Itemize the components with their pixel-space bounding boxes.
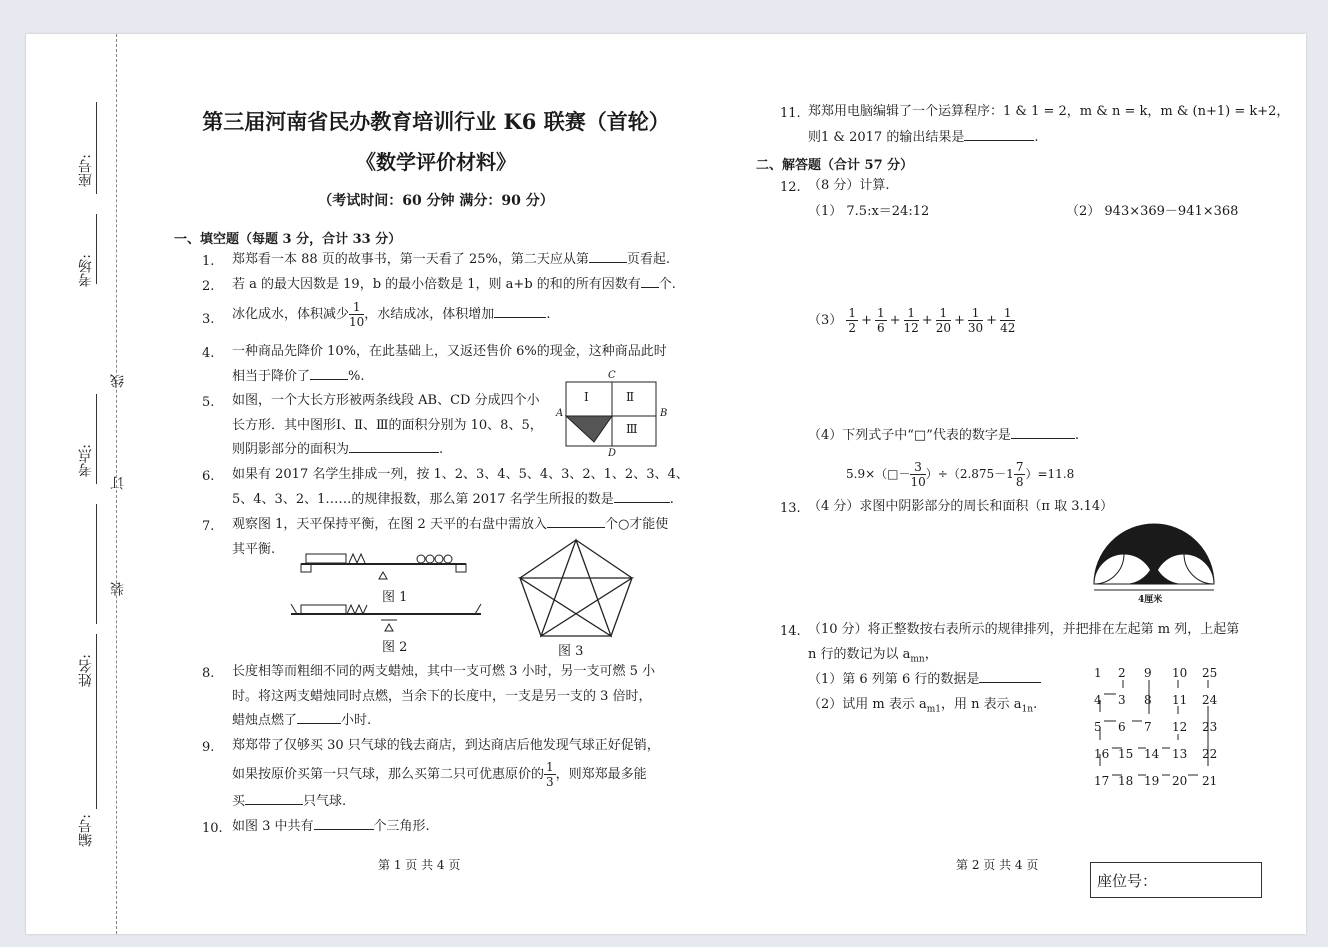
q5-line3	[232, 438, 443, 462]
q10-text	[232, 815, 430, 839]
q12-expr-frac1-den: 10	[910, 475, 926, 489]
q4-line2-body: 相当于降价了	[232, 369, 311, 384]
q13-number: 13.	[780, 501, 801, 516]
q5-point-b: B	[660, 408, 668, 419]
q14-grid-cell: 13	[1172, 747, 1188, 761]
pentagram-figure	[511, 536, 641, 641]
q12-part4	[808, 424, 1079, 448]
q7-answer-blank[interactable]	[547, 527, 605, 528]
q3-fraction	[349, 300, 364, 329]
figure-3-label: 图 3	[558, 644, 584, 659]
q11-end: .	[1034, 130, 1039, 145]
q3-end: .	[546, 307, 551, 322]
section2-title: 二、解答题（合计 57 分）	[756, 158, 914, 173]
q5-line2: 长方形．其中图形Ⅰ、Ⅱ、Ⅲ的面积分别为 10、8、5，	[232, 418, 543, 433]
q12-expr-frac2-den: 8	[1015, 475, 1024, 489]
q3-text	[232, 300, 550, 329]
number-line	[96, 719, 97, 809]
fraction-numerator: 1	[876, 306, 885, 320]
q14-line2-end: ，	[924, 647, 938, 662]
fraction-denominator: 42	[1000, 321, 1016, 335]
q14-number: 14.	[780, 624, 801, 639]
q6-line2-body: 5、4、3、2、1……的规律报数，那么第 2017 名学生所报的数是	[232, 492, 614, 507]
q12-expr-a: 5.9×（□－	[846, 467, 911, 481]
q14-grid-cell: 4	[1094, 693, 1102, 707]
q5-point-a: A	[556, 408, 564, 419]
fraction-denominator: 12	[903, 321, 919, 335]
page-subtitle: 《数学评价材料》	[356, 150, 516, 174]
q5-line3-body: 则阴影部分的面积为	[232, 442, 350, 457]
sidebar-xian-label: 线	[110, 374, 126, 388]
q14-grid-cell: 9	[1144, 666, 1152, 680]
q14-grid-cell: 15	[1118, 747, 1134, 761]
fraction-numerator: 1	[848, 306, 857, 320]
fraction-denominator: 30	[967, 321, 984, 335]
balance-1	[301, 554, 466, 579]
q8-line3	[232, 709, 371, 733]
q14-grid-cell: 1	[1094, 666, 1102, 680]
q13-figure-label: 4厘米	[1138, 595, 1163, 605]
balance-2	[291, 604, 481, 631]
q8-end: 小时.	[341, 713, 372, 728]
q8-number: 8.	[202, 666, 215, 681]
q9-line2-body: 如果按原价买第一只气球，那么买第二只可优惠原价的	[232, 767, 545, 782]
q2-answer-blank[interactable]	[641, 287, 659, 288]
q11-line2-body: 则1 & 2017 的输出结果是	[808, 130, 965, 145]
q14-grid-cell: 2	[1118, 666, 1126, 680]
q12-part1: （1） 7.5:x＝24:12	[808, 204, 930, 219]
q12-text: （8 分）计算.	[808, 178, 890, 193]
q8-line2: 时。将这两支蜡烛同时点燃，当余下的长度中，一支是另一支的 3 倍时，	[232, 689, 652, 704]
q5-line1: 如图，一个大长方形被两条线段 AB、CD 分成四个小	[232, 393, 540, 408]
q6-end: .	[669, 492, 674, 507]
q5-point-d: D	[608, 448, 617, 459]
q12-expr-frac1-num: 3	[910, 460, 925, 475]
exam-info: （考试时间：60 分钟 满分：90 分）	[318, 193, 554, 209]
q7-line1-body: 观察图 1，天平保持平衡，在图 2 天平的右盘中需放入	[232, 517, 547, 532]
figure-2-label: 图 2	[382, 640, 408, 655]
plus-sign: +	[953, 313, 965, 328]
fraction-numerator: 1	[1000, 306, 1015, 321]
plus-sign: +	[889, 313, 901, 328]
q8-answer-blank[interactable]	[297, 723, 341, 724]
sidebar-zhuang-label: 装	[110, 582, 126, 596]
q11-answer-blank[interactable]	[964, 140, 1034, 141]
q14-grid-cell: 18	[1118, 774, 1134, 788]
sidebar-ding-label: 订	[110, 476, 126, 490]
q5-end: .	[439, 442, 444, 457]
q14-grid-cell: 23	[1202, 720, 1218, 734]
q10-answer-blank[interactable]	[314, 829, 374, 830]
q14-part2-sub2: 1n	[1021, 704, 1034, 715]
exam-site-line	[96, 394, 97, 484]
q9-fraction	[544, 760, 556, 789]
q14-grid-cell: 10	[1172, 666, 1188, 680]
q12-expr-b: ）÷（2.875－1	[925, 467, 1014, 481]
q1-body: 郑郑看一本 88 页的故事书，第一天看了 25%，第二天应从第	[232, 252, 589, 267]
q4-end: %.	[348, 369, 365, 384]
q14-grid-cell: 20	[1172, 774, 1188, 788]
q3-post: ，水结成冰，体积增加	[364, 307, 495, 322]
q12-part4-answer-blank[interactable]	[1011, 438, 1075, 439]
q12-expr-c: ）=11.8	[1025, 467, 1075, 481]
page-title: 第三届河南省民办教育培训行业 K6 联赛（首轮）	[202, 109, 670, 134]
q9-end: 只气球.	[303, 794, 347, 809]
q14-number-grid	[1086, 666, 1226, 796]
fraction-denominator: 2	[848, 321, 857, 335]
q11-line2	[808, 126, 1038, 150]
q11-number: 11.	[780, 106, 801, 121]
q14-grid-cell: 11	[1172, 693, 1188, 707]
q9-answer-blank[interactable]	[245, 804, 303, 805]
q1-end: 页看起.	[626, 252, 670, 267]
plus-sign: +	[861, 313, 872, 328]
q5-number: 5.	[202, 395, 215, 410]
q7-line1	[232, 513, 668, 537]
q2-text	[232, 273, 676, 297]
exam-paper-page	[26, 34, 1306, 934]
q12-expr-frac2-num: 7	[1015, 460, 1024, 474]
q9-fraction-den: 3	[546, 775, 554, 789]
figure-1-label: 图 1	[382, 590, 408, 605]
q9-line2	[232, 760, 647, 789]
q4-line2	[232, 365, 365, 389]
q12-part3	[808, 306, 1015, 335]
q9-line3-body: 买	[232, 794, 246, 809]
q12-part2: （2） 943×369－941×368	[1066, 204, 1239, 219]
q5-region-1: Ⅰ	[584, 390, 589, 404]
plus-sign: +	[986, 313, 998, 328]
q14-part1-answer-blank[interactable]	[979, 682, 1041, 683]
q9-line2-tail: ，则郑郑最多能	[555, 767, 647, 782]
q5-region-2: Ⅱ	[626, 390, 635, 404]
q14-grid-cell: 3	[1118, 693, 1126, 707]
q4-line1: 一种商品先降价 10%，在此基础上，又返还售价 6%的现金，这种商品此时	[232, 344, 667, 359]
q1-answer-blank[interactable]	[589, 262, 627, 263]
q2-end: 个.	[658, 277, 676, 292]
sidebar-seat-label: 座号:	[78, 154, 94, 187]
q3-number: 3.	[202, 312, 215, 327]
q9-fraction-num: 1	[546, 760, 554, 774]
q14-grid-cell: 8	[1144, 693, 1152, 707]
q8-line3-body: 蜡烛点燃了	[232, 713, 298, 728]
q12-part3-fraction	[1000, 306, 1015, 335]
fraction-denominator: 20	[935, 321, 951, 335]
q14-part2-mid: ，用 n 表示 a	[941, 697, 1022, 712]
q6-line1: 如果有 2017 名学生排成一列，按 1、2、3、4、5、4、3、2、1、2、3、4、	[232, 467, 689, 482]
q14-grid-cell: 5	[1094, 720, 1102, 734]
plus-sign: +	[921, 313, 933, 328]
q12-part3-fraction	[846, 306, 858, 335]
q14-grid-cell: 17	[1094, 774, 1110, 788]
q12-part4-body: （4）下列式子中“□”代表的数字是	[808, 428, 1011, 443]
q14-part2-pre: （2）试用 m 表示 a	[808, 697, 927, 712]
q9-number: 9.	[202, 740, 215, 755]
q3-fraction-num: 1	[349, 300, 364, 315]
q12-number: 12.	[780, 180, 801, 195]
q14-grid-cell: 14	[1144, 747, 1160, 761]
q5-point-c: C	[608, 370, 616, 381]
sidebar-exam-site-label: 考点:	[78, 444, 94, 477]
q12-part3-fraction	[936, 306, 951, 335]
q13-semicircle-figure	[1088, 520, 1220, 600]
q7-end1: 个○才能使	[604, 517, 669, 532]
q14-line1: （10 分）将正整数按右表所示的规律排列，并把排在左起第 m 列，上起第	[808, 622, 1240, 637]
mid-line	[96, 504, 97, 624]
q7-number: 7.	[202, 519, 215, 534]
q14-part1	[808, 668, 1041, 692]
q12-part3-label: （3）	[808, 313, 843, 328]
q6-line2	[232, 488, 674, 512]
q8-line1: 长度相等而粗细不同的两支蜡烛，其中一支可燃 3 小时，另一支可燃 5 小	[232, 664, 656, 679]
q14-grid-cell: 21	[1202, 774, 1218, 788]
page-footer-right: 第 2 页 共 4 页	[956, 858, 1039, 872]
q3-answer-blank[interactable]	[494, 317, 546, 318]
q4-answer-blank[interactable]	[310, 379, 348, 380]
seat-number-box[interactable]: 座位号：	[1090, 862, 1262, 898]
q14-grid-cell: 24	[1202, 693, 1218, 707]
q14-part2	[808, 693, 1037, 722]
seat-line	[96, 102, 97, 194]
q12-expr-frac1	[910, 460, 925, 489]
q2-body: 若 a 的最大因数是 19，b 的最小倍数是 1，则 a+b 的和的所有因数有	[232, 277, 641, 292]
q6-number: 6.	[202, 469, 215, 484]
sidebar-number-label: 编号:	[78, 814, 94, 847]
q7-line2: 其平衡.	[232, 542, 276, 557]
q14-grid-cell: 25	[1202, 666, 1218, 680]
q9-line1: 郑郑带了仅够买 30 只气球的钱去商店，到达商店后他发现气球正好促销，	[232, 738, 660, 753]
q3-pre: 冰化成水，体积减少	[232, 307, 350, 322]
q12-part3-fraction	[875, 306, 887, 335]
fraction-numerator: 1	[936, 306, 951, 321]
q14-line2-sub: mn	[910, 654, 925, 665]
q12-part3-expression	[846, 306, 1016, 335]
fraction-numerator: 1	[904, 306, 919, 321]
q9-line3	[232, 790, 346, 814]
section1-title: 一、填空题（每题 3 分，合计 33 分）	[174, 232, 402, 247]
q12-part4-end: .	[1074, 428, 1079, 443]
q3-fraction-den: 10	[349, 315, 365, 329]
q5-rectangle-figure	[554, 370, 674, 462]
q12-part4-expression	[846, 460, 1074, 489]
page-footer-left: 第 1 页 共 4 页	[378, 858, 461, 872]
q14-part2-sub1: m1	[926, 704, 942, 715]
q12-expr-frac2	[1014, 460, 1026, 489]
q10-number: 10.	[202, 821, 223, 836]
q6-answer-blank[interactable]	[614, 502, 670, 503]
q14-grid-cell: 16	[1094, 747, 1110, 761]
q5-region-3: Ⅲ	[626, 422, 638, 436]
sidebar-exam-room-label: 考场:	[78, 254, 94, 287]
q4-number: 4.	[202, 346, 215, 361]
binding-dashed-line	[116, 34, 117, 934]
q14-line2-body: n 行的数记为以 a	[808, 647, 911, 662]
q2-number: 2.	[202, 279, 215, 294]
q14-grid-cell: 19	[1144, 774, 1160, 788]
q5-answer-blank[interactable]	[349, 452, 439, 453]
q14-grid-cell: 22	[1202, 747, 1218, 761]
q14-grid-cell: 12	[1172, 720, 1188, 734]
q12-part3-fraction	[904, 306, 919, 335]
sidebar-name-label: 姓名:	[78, 654, 94, 687]
q13-text: （4 分）求图中阴影部分的周长和面积（π 取 3.14）	[808, 499, 1114, 514]
q10-end: 个三角形.	[373, 819, 430, 834]
q1-number: 1.	[202, 254, 215, 269]
fraction-denominator: 6	[876, 321, 885, 335]
name-line	[96, 634, 97, 719]
q10-body: 如图 3 中共有	[232, 819, 314, 834]
q14-part1-body: （1）第 6 列第 6 行的数据是	[808, 672, 980, 687]
q14-part2-end: .	[1033, 697, 1038, 712]
q11-line1: 郑郑用电脑编辑了一个运算程序：1 & 1 = 2，m & n = k，m & (n+1) = k+2，	[808, 104, 1290, 119]
exam-room-line	[96, 214, 97, 284]
q14-grid-cell: 7	[1144, 720, 1152, 734]
q14-grid-cell: 6	[1118, 720, 1126, 734]
q1-text	[232, 248, 670, 272]
q12-part3-fraction	[968, 306, 983, 335]
fraction-numerator: 1	[968, 306, 983, 321]
